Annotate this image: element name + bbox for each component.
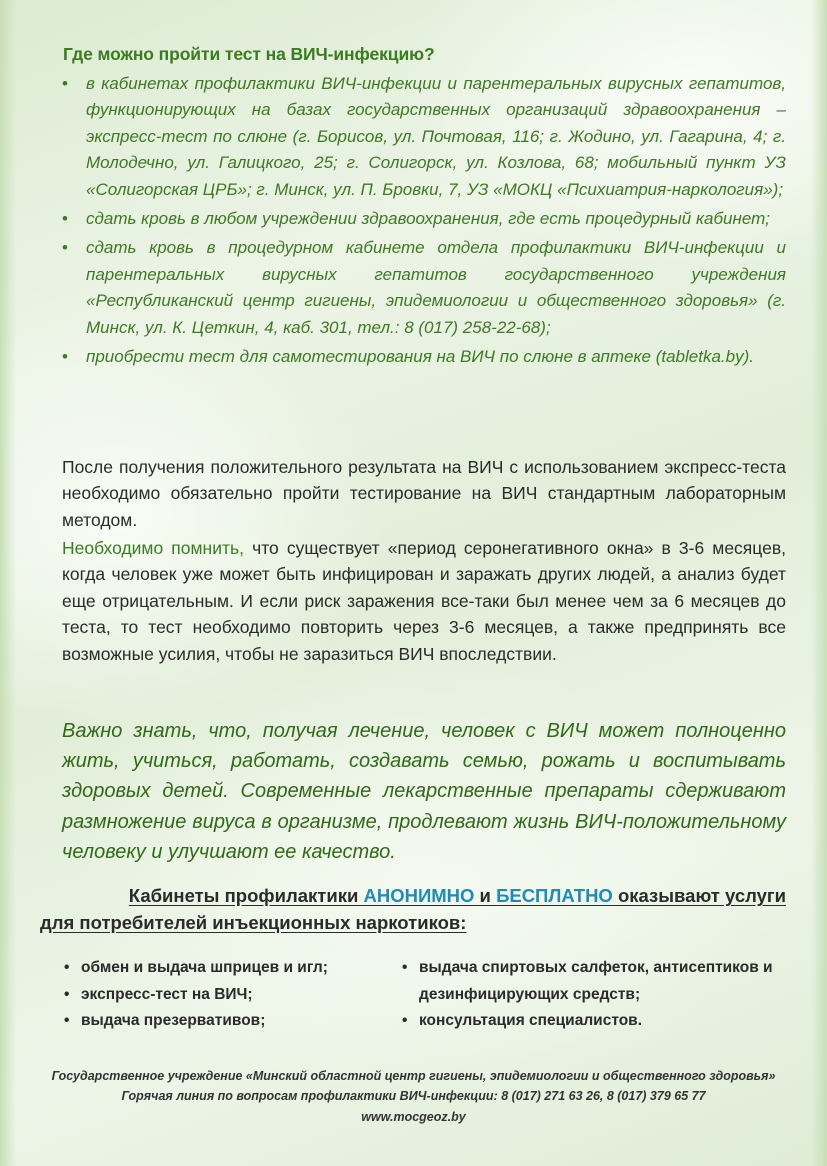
testing-location-item: • сдать кровь в любом учреждении здравоохранения, где есть процедурный кабинет; (62, 206, 786, 232)
window-period-text: что существует «период серонегативного окна» в 3-6 месяцев, когда человек уже может быть инфицирован и заражать других людей, а анализ будет еще отрицательным. И если риск заражения все-таки был менее чем за 6 месяцев до теста, то тест необходимо повторить через 3-6 месяцев, а также предпринять все возможные усилия, чтобы не заразиться ВИЧ впоследствии. (62, 538, 787, 664)
remember-lead: Необходимо помнить, (62, 538, 244, 558)
testing-location-item: • в кабинетах профилактики ВИЧ-инфекции и парентеральных вирусных гепатитов, функционирующих на базах государственных организаций здравоохранения – экспресс-тест по слюне (г. Борисов, ул. Почтовая, 116; г. Жодино, ул. Гагарина, 4; г. Молодечно, ул. Галицкого, 25; г. Солигорск, ул. Козлова, 68; мобильный пункт УЗ «Солигорская ЦРБ»; г. Минск, ул. П. Бровки, 7, УЗ «МОКЦ «Психиатрия-наркология»); (62, 71, 786, 203)
free-highlight: БЕСПЛАТНО (496, 885, 613, 906)
important-note: Важно знать, что, получая лечение, человек с ВИЧ может полноценно жить, учиться, работать, создавать семью, рожать и воспитывать здоровых детей. Современные лекарственные препараты сдерживают размножение вируса в организме, продлевают жизнь ВИЧ-положительному человеку и улучшают ее качество. (62, 720, 786, 863)
services-list-right (402, 955, 786, 1035)
footer-website: www.mocgeoz.by (361, 1110, 466, 1124)
footer-organization: Государственное учреждение «Минский областной центр гигиены, эпидемиологии и общественного здоровья» (51, 1069, 776, 1083)
right-edge-decoration (811, 0, 827, 1166)
testing-location-item: • сдать кровь в процедурном кабинете отдела профилактики ВИЧ-инфекции и парентеральных вирусных гепатитов государственного учреждения «Республиканский центр гигиены, эпидемиологии и общественного здоровья» (г. Минск, ул. К. Цеткин, 4, каб. 301, тел.: 8 (017) 258-22-68); (62, 235, 786, 341)
services-heading-line1 (129, 885, 786, 906)
confirmation-paragraph: После получения положительного результата на ВИЧ с использованием экспресс-теста необходимо обязательно пройти тестирование на ВИЧ стандартным лабораторным методом. (62, 457, 786, 530)
window-period-paragraph (62, 535, 786, 667)
services-heading-part2: и (474, 885, 497, 906)
testing-heading: Где можно пройти тест на ВИЧ-инфекцию? (63, 44, 435, 64)
service-item: • экспресс-тест на ВИЧ; (64, 982, 374, 1009)
testing-location-item: • приобрести тест для самотестирования на ВИЧ по слюне в аптеке (tabletka.by). (62, 344, 786, 370)
anonymous-highlight: АНОНИМНО (363, 885, 475, 906)
services-heading-part1: Кабинеты профилактики (128, 885, 364, 906)
services-heading-part3: оказывают услуги (612, 885, 786, 906)
left-edge-decoration (0, 0, 16, 1166)
service-item: • выдача презервативов; (64, 1008, 374, 1035)
services-list-left (64, 955, 374, 1035)
services-heading (40, 882, 786, 936)
service-item: • обмен и выдача шприцев и игл; (64, 955, 374, 982)
service-item: • консультация специалистов. (402, 1008, 786, 1035)
footer-hotline: Горячая линия по вопросам профилактики ВИЧ-инфекции: 8 (017) 271 63 26, 8 (017) 379 65 77 (121, 1089, 706, 1103)
services-heading-line2: для потребителей инъекционных наркотиков: (40, 912, 467, 933)
testing-locations-list (62, 71, 786, 373)
service-item: • выдача спиртовых салфеток, антисептиков и дезинфицирующих средств; (402, 955, 786, 1008)
